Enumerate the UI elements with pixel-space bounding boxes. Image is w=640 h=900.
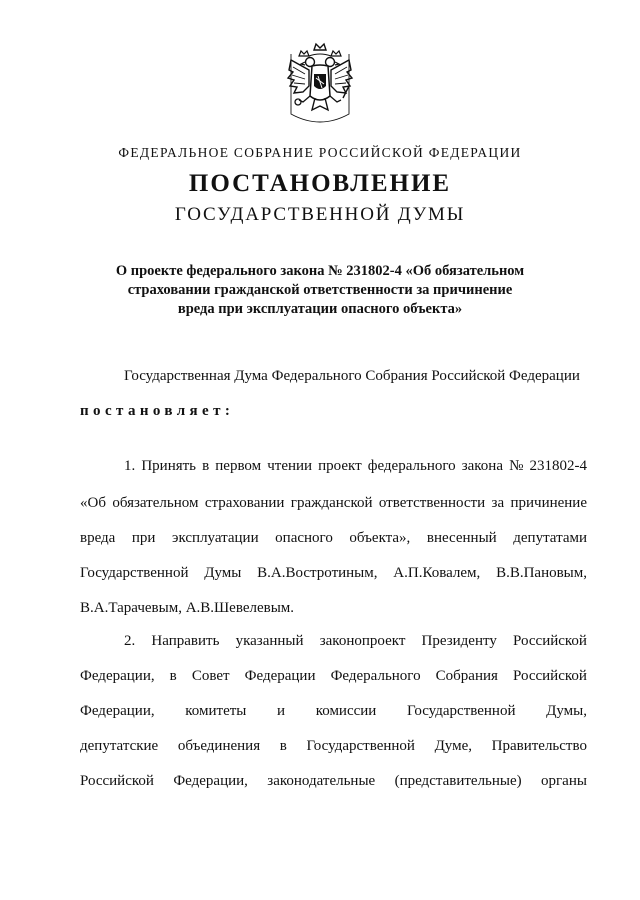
word: Государственной (407, 703, 516, 719)
decree-word: постановляет: (80, 403, 235, 419)
word: депутатами (513, 530, 587, 546)
subject-line: вреда при эксплуатации опасного объекта» (177, 301, 463, 317)
word: эксплуатации (172, 530, 259, 546)
word: Государственной (306, 738, 415, 754)
word: гражданской (290, 495, 373, 511)
word: в (169, 668, 177, 684)
word: «Об (80, 495, 106, 511)
word: объекта», (349, 530, 411, 546)
paragraph-2-line (80, 668, 587, 685)
word: Президенту (421, 633, 497, 649)
word: закона (461, 458, 503, 474)
word: Думе, (434, 738, 472, 754)
word: Федерации (244, 668, 316, 684)
word: внесенный (426, 530, 497, 546)
word: Думы (204, 565, 242, 581)
word: Российской (513, 668, 587, 684)
word: Правительство (491, 738, 587, 754)
word: первом (215, 458, 262, 474)
word: Федерального (330, 668, 421, 684)
word: Российской (513, 633, 587, 649)
word: федерального (367, 458, 456, 474)
word: объединения (177, 738, 261, 754)
paragraph-2-line (80, 703, 587, 720)
word: органы (541, 773, 587, 789)
word: Совет (191, 668, 230, 684)
word: Направить (151, 633, 220, 649)
paragraph-1-line (80, 565, 587, 582)
document-subject (80, 262, 560, 319)
word: комитеты (185, 703, 247, 719)
word: Федерации, (173, 773, 248, 789)
word: за (491, 495, 505, 511)
paragraph-1-line (80, 530, 587, 547)
paragraph-2-line (80, 773, 587, 790)
word: вреда (80, 530, 116, 546)
document-issuer-heading: ГОСУДАРСТВЕННОЙ ДУМЫ (174, 204, 466, 225)
word: депутатские (80, 738, 159, 754)
word: Государственной (80, 565, 189, 581)
word: страховании (204, 495, 285, 511)
word: 1. (124, 458, 136, 474)
word: при (131, 530, 156, 546)
word: в (202, 458, 210, 474)
lead-sentence: Государственная Дума Федерального Собрания Российской Федерации (124, 368, 580, 384)
word: причинение (510, 495, 587, 511)
word: чтении (267, 458, 313, 474)
word: Собрания (435, 668, 498, 684)
subject-line: страховании гражданской ответственности за причинение (127, 282, 513, 298)
word: В.А.Востротиным, (257, 565, 378, 581)
word: комиссии (315, 703, 377, 719)
paragraph-2-line (124, 633, 587, 650)
word: опасного (275, 530, 333, 546)
word: Принять (141, 458, 197, 474)
word: В.В.Пановым, (496, 565, 587, 581)
coat-of-arms-icon (285, 40, 355, 128)
paragraph-1-last-line: В.А.Тарачевым, А.В.Шевелевым. (80, 600, 295, 616)
word: обязательном (112, 495, 199, 511)
subject-line: О проекте федерального закона № 231802-4 «Об обязательном (115, 263, 525, 279)
word: (представительные) (394, 773, 522, 789)
word: Федерации, (80, 703, 155, 719)
word: законопроект (319, 633, 406, 649)
word: Российской (80, 773, 154, 789)
paragraph-1-line (124, 458, 587, 475)
word: ответственности (378, 495, 486, 511)
document-type-heading: ПОСТАНОВЛЕНИЕ (188, 170, 452, 197)
paragraph-2-line (80, 738, 587, 755)
word: Федерации, (80, 668, 155, 684)
word: в (279, 738, 287, 754)
word: Думы, (546, 703, 587, 719)
word: 231802-4 (529, 458, 587, 474)
paragraph-1-line (80, 495, 587, 512)
word: и (277, 703, 286, 719)
word: проект (318, 458, 362, 474)
word: законодательные (267, 773, 376, 789)
word: 2. (124, 633, 136, 649)
word: № (509, 458, 524, 474)
organization-title: ФЕДЕРАЛЬНОЕ СОБРАНИЕ РОССИЙСКОЙ ФЕДЕРАЦИИ (118, 145, 522, 160)
word: указанный (235, 633, 304, 649)
word: А.П.Ковалем, (393, 565, 481, 581)
